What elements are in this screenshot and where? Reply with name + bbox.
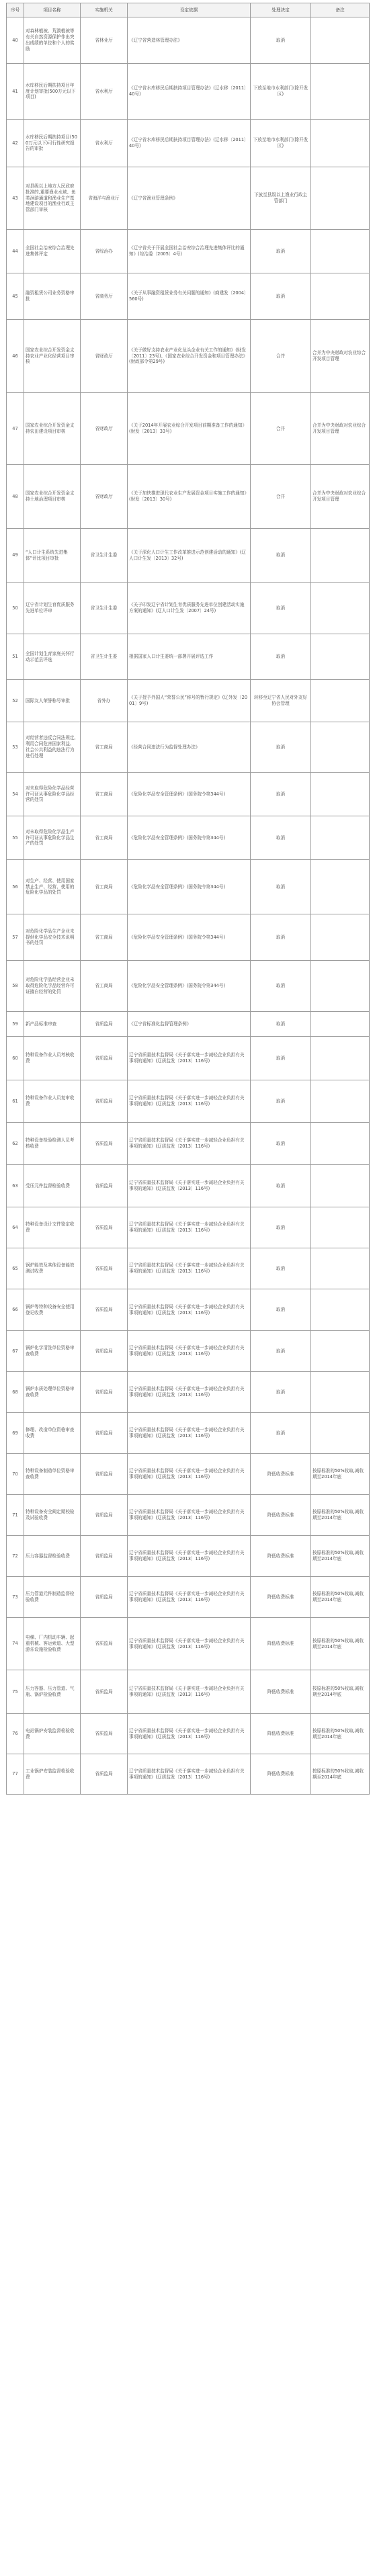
implementing-agency: 省海洋与渔业厅 bbox=[81, 167, 128, 230]
row-number: 56 bbox=[7, 860, 24, 914]
table-body bbox=[7, 17, 370, 1795]
remark: 按原标准的50%收取,减收期至2014年底 bbox=[311, 1577, 370, 1618]
decision: 取消 bbox=[251, 1207, 311, 1248]
legal-basis: 辽宁省质量技术监督局《关于落实进一步减轻企业负担有关事项的通知》(辽质监发〔2013〕116号) bbox=[128, 1670, 251, 1714]
implementing-agency: 省质监局 bbox=[81, 1618, 128, 1670]
legal-basis: 辽宁省质量技术监督局《关于落实进一步减轻企业负担有关事项的通知》(辽质监发〔2013〕116号) bbox=[128, 1331, 251, 1372]
implementing-agency: 省财政厅 bbox=[81, 465, 128, 529]
remark bbox=[311, 273, 370, 320]
implementing-agency: 省工商局 bbox=[81, 961, 128, 1012]
implementing-agency: 省外办 bbox=[81, 680, 128, 722]
remark: 合并为中央财政对农业综合开发项目管理 bbox=[311, 393, 370, 465]
legal-basis: 辽宁省质量技术监督局《关于落实进一步减轻企业负担有关事项的通知》(辽质监发〔2013〕116号) bbox=[128, 1577, 251, 1618]
table-row bbox=[7, 1248, 370, 1289]
implementing-agency: 省工商局 bbox=[81, 816, 128, 860]
decision: 取消 bbox=[251, 1289, 311, 1331]
decision: 取消 bbox=[251, 722, 311, 773]
row-number: 53 bbox=[7, 722, 24, 773]
table-row bbox=[7, 1413, 370, 1454]
legal-basis: 辽宁省质量技术监督局《关于落实进一步减轻企业负担有关事项的通知》(辽质监发〔2013〕116号) bbox=[128, 1413, 251, 1454]
legal-basis: 辽宁省质量技术监督局《关于落实进一步减轻企业负担有关事项的通知》(辽质监发〔2013〕116号) bbox=[128, 1123, 251, 1165]
table-row bbox=[7, 1577, 370, 1618]
item-name: 国际友人荣誉称号审批 bbox=[24, 680, 81, 722]
header-note: 备注 bbox=[311, 3, 370, 17]
table-row bbox=[7, 1372, 370, 1413]
row-number: 55 bbox=[7, 816, 24, 860]
item-name: “人口计生系统先进集体”评比项目审批 bbox=[24, 529, 81, 583]
legal-basis: 辽宁省质量技术监督局《关于落实进一步减轻企业负担有关事项的通知》(辽质监发〔2013〕116号) bbox=[128, 1454, 251, 1495]
legal-basis: 《危险化学品安全管理条例》(国务院令第344号) bbox=[128, 773, 251, 816]
table-row bbox=[7, 529, 370, 583]
legal-basis: 辽宁省质量技术监督局《关于落实进一步减轻企业负担有关事项的通知》(辽质监发〔2013〕116号) bbox=[128, 1618, 251, 1670]
remark bbox=[311, 167, 370, 230]
item-name: 电站锅炉安装监督检验收费 bbox=[24, 1714, 81, 1754]
table-row bbox=[7, 64, 370, 120]
document-page bbox=[6, 3, 369, 1795]
implementing-agency: 省工商局 bbox=[81, 773, 128, 816]
legal-basis: 《关于做好支持农业产业化龙头企业有关工作的通知》(财发〔2011〕23号)、《国家农业综合开发资金和项目管理办法》(财政部令第29号) bbox=[128, 320, 251, 393]
row-number: 42 bbox=[7, 120, 24, 167]
item-name: 压力容器监督检验收费 bbox=[24, 1536, 81, 1577]
row-number: 74 bbox=[7, 1618, 24, 1670]
header-name: 项目名称 bbox=[24, 3, 81, 17]
table-row bbox=[7, 230, 370, 273]
implementing-agency: 省质监局 bbox=[81, 1012, 128, 1037]
item-name: 水库移民后期扶持项目(500万元以下)可行性研究报告的审批 bbox=[24, 120, 81, 167]
item-name: 锅炉能效及其他设备能效测试收费 bbox=[24, 1248, 81, 1289]
implementing-agency: 省质监局 bbox=[81, 1454, 128, 1495]
row-number: 76 bbox=[7, 1714, 24, 1754]
remark bbox=[311, 816, 370, 860]
legal-basis: 辽宁省质量技术监督局《关于落实进一步减轻企业负担有关事项的通知》(辽质监发〔2013〕116号) bbox=[128, 1207, 251, 1248]
row-number: 73 bbox=[7, 1577, 24, 1618]
implementing-agency: 省质监局 bbox=[81, 1080, 128, 1123]
legal-basis: 《辽宁省水库移民后期扶持项目管理办法》(辽水移〔2011〕40号) bbox=[128, 120, 251, 167]
table-row bbox=[7, 1670, 370, 1714]
implementing-agency: 省水利厅 bbox=[81, 64, 128, 120]
row-number: 70 bbox=[7, 1454, 24, 1495]
header-org: 实施机关 bbox=[81, 3, 128, 17]
row-number: 47 bbox=[7, 393, 24, 465]
row-number: 51 bbox=[7, 634, 24, 680]
implementing-agency: 省林业厅 bbox=[81, 17, 128, 64]
decision: 合并 bbox=[251, 320, 311, 393]
table-row bbox=[7, 816, 370, 860]
remark bbox=[311, 914, 370, 961]
implementing-agency: 省质监局 bbox=[81, 1207, 128, 1248]
table-row bbox=[7, 722, 370, 773]
row-number: 40 bbox=[7, 17, 24, 64]
row-number: 57 bbox=[7, 914, 24, 961]
item-name: 辽宁省计划生育优质服务先进单位评审 bbox=[24, 583, 81, 634]
item-name: 工业锅炉安装监督检验收费 bbox=[24, 1754, 81, 1795]
table-row bbox=[7, 465, 370, 529]
table-row bbox=[7, 1289, 370, 1331]
row-number: 48 bbox=[7, 465, 24, 529]
remark bbox=[311, 1037, 370, 1080]
item-name: 对森林植被、荒漠植被等有关自然资源保护作出突出成绩的单位和个人的奖励 bbox=[24, 17, 81, 64]
decision: 取消 bbox=[251, 1248, 311, 1289]
remark: 合并为中央财政对农业综合开发项目管理 bbox=[311, 465, 370, 529]
decision: 合并 bbox=[251, 465, 311, 529]
decision: 取消 bbox=[251, 914, 311, 961]
remark bbox=[311, 1413, 370, 1454]
implementing-agency: 省质监局 bbox=[81, 1331, 128, 1372]
row-number: 65 bbox=[7, 1248, 24, 1289]
row-number: 64 bbox=[7, 1207, 24, 1248]
decision: 下放至地市水利部门(除开发区) bbox=[251, 64, 311, 120]
row-number: 68 bbox=[7, 1372, 24, 1413]
row-number: 46 bbox=[7, 320, 24, 393]
table-row bbox=[7, 860, 370, 914]
row-number: 75 bbox=[7, 1670, 24, 1714]
item-name: 国家农业综合开发资金支持农业产业化经营项目审核 bbox=[24, 320, 81, 393]
remark: 合并为中央财政对农业综合开发项目管理 bbox=[311, 320, 370, 393]
table-row bbox=[7, 773, 370, 816]
table-row bbox=[7, 1754, 370, 1795]
remark bbox=[311, 860, 370, 914]
decision: 取消 bbox=[251, 1012, 311, 1037]
decision: 降低收费标准 bbox=[251, 1714, 311, 1754]
implementing-agency: 省质监局 bbox=[81, 1577, 128, 1618]
remark bbox=[311, 1289, 370, 1331]
row-number: 44 bbox=[7, 230, 24, 273]
item-name: 融资租赁公司业务资格审批 bbox=[24, 273, 81, 320]
item-name: 电梯、厂内机动车辆、起重机械、客运索道、大型游乐设施检验收费 bbox=[24, 1618, 81, 1670]
decision: 降低收费标准 bbox=[251, 1495, 311, 1536]
implementing-agency: 省质监局 bbox=[81, 1248, 128, 1289]
decision: 转移至辽宁省人民对外友好协会管理 bbox=[251, 680, 311, 722]
row-number: 49 bbox=[7, 529, 24, 583]
legal-basis: 《辽宁省水库移民后期扶持项目管理办法》(辽水移〔2011〕40号) bbox=[128, 64, 251, 120]
remark bbox=[311, 773, 370, 816]
implementing-agency: 省卫生计生委 bbox=[81, 583, 128, 634]
item-name: 特种设备设计文件鉴定收费 bbox=[24, 1207, 81, 1248]
legal-basis: 《辽宁省营造林管理办法》 bbox=[128, 17, 251, 64]
remark: 按原标准的50%收取,减收期至2014年底 bbox=[311, 1714, 370, 1754]
remark bbox=[311, 1165, 370, 1207]
table-row bbox=[7, 167, 370, 230]
implementing-agency: 省工商局 bbox=[81, 860, 128, 914]
decision: 降低收费标准 bbox=[251, 1536, 311, 1577]
item-name: 锅炉等特种设备安全使用登记收费 bbox=[24, 1289, 81, 1331]
item-name: 锅炉化学清洗单位资格审查收费 bbox=[24, 1331, 81, 1372]
remark bbox=[311, 1123, 370, 1165]
table-row bbox=[7, 393, 370, 465]
row-number: 77 bbox=[7, 1754, 24, 1795]
implementing-agency: 省质监局 bbox=[81, 1165, 128, 1207]
header-decision: 处理决定 bbox=[251, 3, 311, 17]
legal-basis: 《辽宁省标准化监督管理条例》 bbox=[128, 1012, 251, 1037]
implementing-agency: 省工商局 bbox=[81, 914, 128, 961]
legal-basis: 《危险化学品安全管理条例》(国务院令第344号) bbox=[128, 816, 251, 860]
legal-basis: 辽宁省质量技术监督局《关于落实进一步减轻企业负担有关事项的通知》(辽质监发〔2013〕116号) bbox=[128, 1714, 251, 1754]
remark bbox=[311, 120, 370, 167]
remark bbox=[311, 1080, 370, 1123]
table-row bbox=[7, 1012, 370, 1037]
decision: 取消 bbox=[251, 961, 311, 1012]
legal-basis: 《辽宁省渔业管理条例》 bbox=[128, 167, 251, 230]
table-row bbox=[7, 583, 370, 634]
table-row bbox=[7, 680, 370, 722]
legal-basis: 《危险化学品安全管理条例》(国务院令第344号) bbox=[128, 860, 251, 914]
remark bbox=[311, 1331, 370, 1372]
remark bbox=[311, 64, 370, 120]
remark bbox=[311, 680, 370, 722]
item-name: 特种设备安全阀定期校验及试验收费 bbox=[24, 1495, 81, 1536]
implementing-agency: 省质监局 bbox=[81, 1714, 128, 1754]
remark: 按原标准的50%收取,减收期至2014年底 bbox=[311, 1536, 370, 1577]
decision: 取消 bbox=[251, 1165, 311, 1207]
item-name: 特种设备作业人员复审收费 bbox=[24, 1080, 81, 1123]
table-row bbox=[7, 1207, 370, 1248]
item-name: 修理、改造单位资格审查收费 bbox=[24, 1413, 81, 1454]
table-row bbox=[7, 1331, 370, 1372]
legal-basis: 《关于深化人口计生工作改革推进示范创建活动的通知》(辽人口计生发〔2013〕32号) bbox=[128, 529, 251, 583]
implementing-agency: 省质监局 bbox=[81, 1754, 128, 1795]
row-number: 62 bbox=[7, 1123, 24, 1165]
implementing-agency: 省质监局 bbox=[81, 1670, 128, 1714]
legal-basis: 《关于印发辽宁省计划生育优质服务先进单位创建活动实施方案的通知》(辽人口计生发〔2007〕24号) bbox=[128, 583, 251, 634]
item-name: 特种设备制造单位资格审查收费 bbox=[24, 1454, 81, 1495]
decision: 取消 bbox=[251, 583, 311, 634]
decision: 取消 bbox=[251, 1331, 311, 1372]
implementing-agency: 省质监局 bbox=[81, 1037, 128, 1080]
table-header-row bbox=[7, 3, 370, 17]
decision: 下放至县级以上渔业行政主管部门 bbox=[251, 167, 311, 230]
row-number: 43 bbox=[7, 167, 24, 230]
decision: 降低收费标准 bbox=[251, 1454, 311, 1495]
item-name: 水库移民后期扶持项目年度计划审批(500万元以下项目) bbox=[24, 64, 81, 120]
item-name: 对经营者违反合同法规定,利用合同危害国家利益、社会公共利益的违法行为进行处理 bbox=[24, 722, 81, 773]
table-row bbox=[7, 634, 370, 680]
row-number: 54 bbox=[7, 773, 24, 816]
row-number: 71 bbox=[7, 1495, 24, 1536]
decision: 降低收费标准 bbox=[251, 1670, 311, 1714]
decision: 取消 bbox=[251, 816, 311, 860]
decision: 降低收费标准 bbox=[251, 1618, 311, 1670]
implementing-agency: 省水利厅 bbox=[81, 120, 128, 167]
decision: 取消 bbox=[251, 1413, 311, 1454]
table-row bbox=[7, 1165, 370, 1207]
implementing-agency: 省财政厅 bbox=[81, 393, 128, 465]
decision: 取消 bbox=[251, 634, 311, 680]
table-row bbox=[7, 120, 370, 167]
table-row bbox=[7, 17, 370, 64]
items-table bbox=[6, 3, 370, 1795]
table-row bbox=[7, 961, 370, 1012]
remark bbox=[311, 529, 370, 583]
remark: 按原标准的50%收取,减收期至2014年底 bbox=[311, 1454, 370, 1495]
legal-basis: 辽宁省质量技术监督局《关于落实进一步减轻企业负担有关事项的通知》(辽质监发〔2013〕116号) bbox=[128, 1289, 251, 1331]
row-number: 41 bbox=[7, 64, 24, 120]
implementing-agency: 省质监局 bbox=[81, 1413, 128, 1454]
legal-basis: 辽宁省质量技术监督局《关于落实进一步减轻企业负担有关事项的通知》(辽质监发〔2013〕116号) bbox=[128, 1754, 251, 1795]
item-name: 特种设备检验检测人员考核收费 bbox=[24, 1123, 81, 1165]
legal-basis: 辽宁省质量技术监督局《关于落实进一步减轻企业负担有关事项的通知》(辽质监发〔2013〕116号) bbox=[128, 1037, 251, 1080]
remark bbox=[311, 230, 370, 273]
item-name: 对未取得危险化学品经营许可证从事危险化学品经营的处罚 bbox=[24, 773, 81, 816]
remark: 按原标准的50%收取,减收期至2014年底 bbox=[311, 1618, 370, 1670]
table-row bbox=[7, 914, 370, 961]
row-number: 59 bbox=[7, 1012, 24, 1037]
row-number: 50 bbox=[7, 583, 24, 634]
legal-basis: 《关于授予外国人“荣誉公民”称号的暂行规定》(辽外发〔2001〕9号) bbox=[128, 680, 251, 722]
remark: 按原标准的50%收取,减收期至2014年底 bbox=[311, 1495, 370, 1536]
implementing-agency: 省卫生计生委 bbox=[81, 529, 128, 583]
remark bbox=[311, 1372, 370, 1413]
legal-basis: 《经营合同违法行为监督处理办法》 bbox=[128, 722, 251, 773]
decision: 合并 bbox=[251, 393, 311, 465]
item-name: 对生产、经营、使用国家禁止生产、经营、使用的危险化学品的处罚 bbox=[24, 860, 81, 914]
legal-basis: 《关于加快推进现代农业生产发展资金项目实施工作的通知》(财发〔2013〕30号) bbox=[128, 465, 251, 529]
remark bbox=[311, 1248, 370, 1289]
legal-basis: 辽宁省质量技术监督局《关于落实进一步减轻企业负担有关事项的通知》(辽质监发〔2013〕116号) bbox=[128, 1536, 251, 1577]
item-name: 锅炉水质处理单位资格审查收费 bbox=[24, 1372, 81, 1413]
table-row bbox=[7, 1536, 370, 1577]
legal-basis: 根据国家人口计生委统一部署开展评选工作 bbox=[128, 634, 251, 680]
item-name: 全国社会治安综合治理先进集体评定 bbox=[24, 230, 81, 273]
header-basis: 设定依据 bbox=[128, 3, 251, 17]
decision: 取消 bbox=[251, 1372, 311, 1413]
table-row bbox=[7, 1080, 370, 1123]
table-row bbox=[7, 1618, 370, 1670]
decision: 取消 bbox=[251, 273, 311, 320]
decision: 取消 bbox=[251, 860, 311, 914]
row-number: 63 bbox=[7, 1165, 24, 1207]
legal-basis: 辽宁省质量技术监督局《关于落实进一步减轻企业负担有关事项的通知》(辽质监发〔2013〕116号) bbox=[128, 1248, 251, 1289]
item-name: 压力容器、压力管道、气瓶、锅炉检验收费 bbox=[24, 1670, 81, 1714]
table-row bbox=[7, 273, 370, 320]
implementing-agency: 省质监局 bbox=[81, 1536, 128, 1577]
table-row bbox=[7, 320, 370, 393]
decision: 下放至地市水利部门(除开发区) bbox=[251, 120, 311, 167]
legal-basis: 辽宁省质量技术监督局《关于落实进一步减轻企业负担有关事项的通知》(辽质监发〔2013〕116号) bbox=[128, 1372, 251, 1413]
remark bbox=[311, 722, 370, 773]
table-row bbox=[7, 1454, 370, 1495]
legal-basis: 《关于2014年开展农业综合开发项目前期准备工作的通知》(财发〔2013〕33号) bbox=[128, 393, 251, 465]
row-number: 61 bbox=[7, 1080, 24, 1123]
item-name: 全国计划生育家庭关怀行动示范县评选 bbox=[24, 634, 81, 680]
legal-basis: 《关于从事融资租赁业务有关问题的通知》(商建发〔2004〕560号) bbox=[128, 273, 251, 320]
item-name: 受压元件监督检验收费 bbox=[24, 1165, 81, 1207]
decision: 降低收费标准 bbox=[251, 1577, 311, 1618]
implementing-agency: 省质监局 bbox=[81, 1372, 128, 1413]
item-name: 国家农业综合开发资金支持土地治理项目审核 bbox=[24, 465, 81, 529]
decision: 取消 bbox=[251, 17, 311, 64]
legal-basis: 辽宁省质量技术监督局《关于落实进一步减轻企业负担有关事项的通知》(辽质监发〔2013〕116号) bbox=[128, 1080, 251, 1123]
decision: 取消 bbox=[251, 1037, 311, 1080]
header-no: 序号 bbox=[7, 3, 24, 17]
item-name: 对县级以上地方人民政府批准的,重要渔业水域、鱼类洄游通道和渔业生产基地建设项目的渔业行政主管部门审核 bbox=[24, 167, 81, 230]
item-name: 对危险化学品经营企业未取得危险化学品经营许可证擅自经营的处罚 bbox=[24, 961, 81, 1012]
decision: 取消 bbox=[251, 1080, 311, 1123]
implementing-agency: 省综治办 bbox=[81, 230, 128, 273]
remark: 按原标准的50%收取,减收期至2014年底 bbox=[311, 1670, 370, 1714]
remark bbox=[311, 1012, 370, 1037]
decision: 取消 bbox=[251, 1123, 311, 1165]
decision: 降低收费标准 bbox=[251, 1754, 311, 1795]
remark bbox=[311, 634, 370, 680]
remark bbox=[311, 17, 370, 64]
row-number: 45 bbox=[7, 273, 24, 320]
item-name: 压力管道元件制造监督检验收费 bbox=[24, 1577, 81, 1618]
legal-basis: 《辽宁省关于开展全国社会治安综合治理先进集体评比的通知》(综治委〔2005〕4号) bbox=[128, 230, 251, 273]
item-name: 特种设备作业人员考核收费 bbox=[24, 1037, 81, 1080]
row-number: 52 bbox=[7, 680, 24, 722]
row-number: 72 bbox=[7, 1536, 24, 1577]
table-row bbox=[7, 1037, 370, 1080]
table-row bbox=[7, 1714, 370, 1754]
decision: 取消 bbox=[251, 773, 311, 816]
row-number: 69 bbox=[7, 1413, 24, 1454]
legal-basis: 辽宁省质量技术监督局《关于落实进一步减轻企业负担有关事项的通知》(辽质监发〔2013〕116号) bbox=[128, 1495, 251, 1536]
row-number: 58 bbox=[7, 961, 24, 1012]
implementing-agency: 省工商局 bbox=[81, 722, 128, 773]
item-name: 新产品标准审查 bbox=[24, 1012, 81, 1037]
decision: 取消 bbox=[251, 529, 311, 583]
legal-basis: 《危险化学品安全管理条例》(国务院令第344号) bbox=[128, 961, 251, 1012]
remark bbox=[311, 583, 370, 634]
row-number: 60 bbox=[7, 1037, 24, 1080]
item-name: 对危险化学品生产企业未提供化学品安全技术说明书的处罚 bbox=[24, 914, 81, 961]
implementing-agency: 省质监局 bbox=[81, 1289, 128, 1331]
decision: 取消 bbox=[251, 230, 311, 273]
item-name: 对未取得危险化学品生产许可证从事危险化学品生产的处罚 bbox=[24, 816, 81, 860]
legal-basis: 辽宁省质量技术监督局《关于落实进一步减轻企业负担有关事项的通知》(辽质监发〔2013〕116号) bbox=[128, 1165, 251, 1207]
remark bbox=[311, 1207, 370, 1248]
implementing-agency: 省质监局 bbox=[81, 1123, 128, 1165]
remark: 按原标准的50%收取,减收期至2014年底 bbox=[311, 1754, 370, 1795]
implementing-agency: 省商务厅 bbox=[81, 273, 128, 320]
implementing-agency: 省质监局 bbox=[81, 1495, 128, 1536]
implementing-agency: 省卫生计生委 bbox=[81, 634, 128, 680]
item-name: 国家农业综合开发资金支持农田建设项目审核 bbox=[24, 393, 81, 465]
legal-basis: 《危险化学品安全管理条例》(国务院令第344号) bbox=[128, 914, 251, 961]
table-row bbox=[7, 1123, 370, 1165]
implementing-agency: 省财政厅 bbox=[81, 320, 128, 393]
table-row bbox=[7, 1495, 370, 1536]
row-number: 66 bbox=[7, 1289, 24, 1331]
row-number: 67 bbox=[7, 1331, 24, 1372]
remark bbox=[311, 961, 370, 1012]
